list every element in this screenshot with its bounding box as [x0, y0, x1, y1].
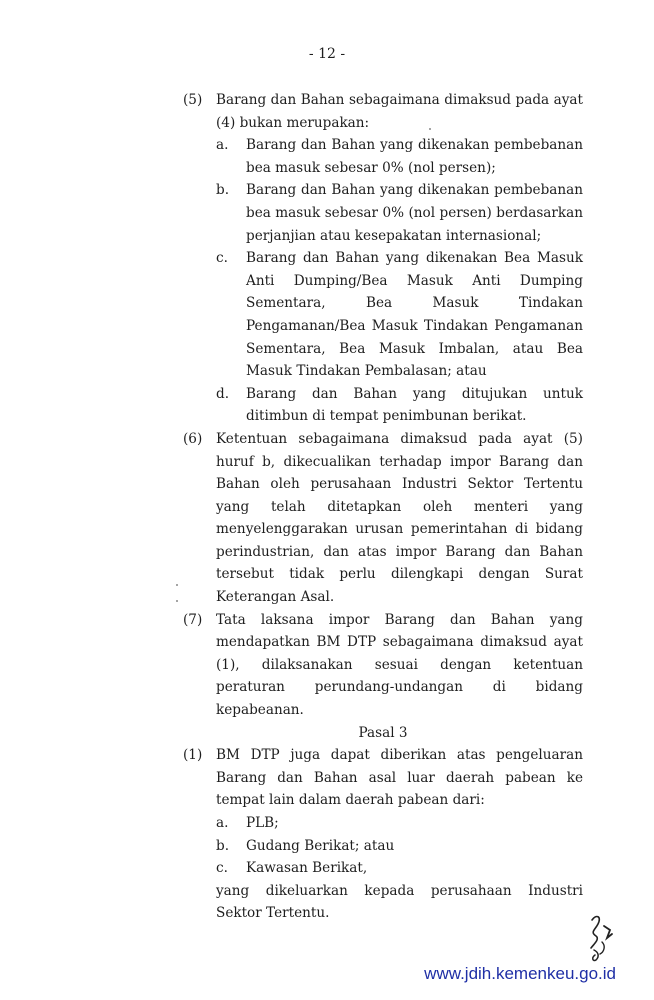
item-text: Barang dan Bahan yang dikenakan pembebanan bea masuk sebesar 0% (nol persen) berdasarkan perjanjian atau kesepakatan internasional; [246, 182, 583, 244]
item-letter: b. [216, 837, 230, 854]
ayat-text: Tata laksana impor Barang dan Bahan yang mendapatkan BM DTP sebagaimana dimaksud ayat (1), dilaksanakan sesuai dengan ketentuan peraturan perundang-undangan di bidang kepabeanan. [216, 611, 583, 719]
ayat-7 [183, 609, 583, 722]
list-item [183, 835, 583, 858]
paraf-signature-icon [582, 912, 618, 964]
ayat-6 [183, 428, 583, 609]
list-item [183, 812, 583, 835]
list-item [183, 247, 583, 383]
item-text: Barang dan Bahan yang ditujukan untuk ditimbun di tempat penimbunan berikat. [246, 385, 583, 425]
item-letter: c. [216, 250, 228, 267]
list-item [183, 383, 583, 428]
scan-speck [176, 600, 178, 602]
item-text: Barang dan Bahan yang dikenakan Bea Masuk Anti Dumping/Bea Masuk Anti Dumping Sementara, Bea Masuk Tindakan Pengamanan/Bea Masuk Tindakan Pengamanan Sementara, Bea Masuk Imbalan, atau Bea Masuk Tindakan Pembalasan; atau [246, 250, 583, 380]
pasal3-ayat-1 [183, 744, 583, 812]
item-text: Barang dan Bahan yang dikenakan pembebanan bea masuk sebesar 0% (nol persen); [246, 137, 583, 176]
item-letter: c. [216, 860, 228, 877]
ayat-number: (6) [183, 430, 203, 447]
ayat-text: Barang dan Bahan sebagaimana dimaksud pada ayat (4) bukan merupakan: [216, 92, 583, 131]
document-body [183, 89, 583, 925]
ayat-5 [183, 89, 583, 134]
item-list [183, 134, 583, 428]
item-text: Kawasan Berikat, [246, 860, 368, 877]
watermark-url: www.jdih.kemenkeu.go.id [424, 964, 616, 983]
scan-speck [429, 128, 431, 130]
page-number: - 12 - [308, 46, 346, 62]
pasal-title: Pasal 3 [358, 724, 408, 741]
ayat-text: BM DTP juga dapat diberikan atas pengeluaran Barang dan Bahan asal luar daerah pabean ke tempat lain dalam daerah pabean dari: [216, 747, 583, 809]
list-item [183, 857, 583, 880]
ayat-number: (7) [183, 611, 203, 628]
ayat-text: Ketentuan sebagaimana dimaksud pada ayat (5) huruf b, dikecualikan terhadap impor Barang dan Bahan oleh perusahaan Industri Sektor Tertentu yang telah ditetapkan oleh menteri yang menyelenggarakan urusan pemerintahan di bidang perindustrian, dan atas impor Barang dan Bahan tersebut tidak perlu dilengkapi dengan Surat Keterangan Asal. [216, 430, 583, 606]
closing-text: yang dikeluarkan kepada perusahaan Industri Sektor Tertentu. [216, 882, 583, 922]
item-text: Gudang Berikat; atau [246, 837, 395, 854]
list-item [183, 179, 583, 247]
item-letter: b. [216, 182, 230, 199]
item-letter: d. [216, 385, 230, 402]
item-text: PLB; [246, 815, 279, 831]
list-item [183, 134, 583, 179]
item-letter: a. [216, 137, 229, 154]
scan-speck [176, 584, 178, 586]
item-list [183, 812, 583, 880]
ayat-number: (1) [183, 747, 203, 764]
ayat-number: (5) [183, 92, 203, 108]
item-letter: a. [216, 815, 229, 831]
